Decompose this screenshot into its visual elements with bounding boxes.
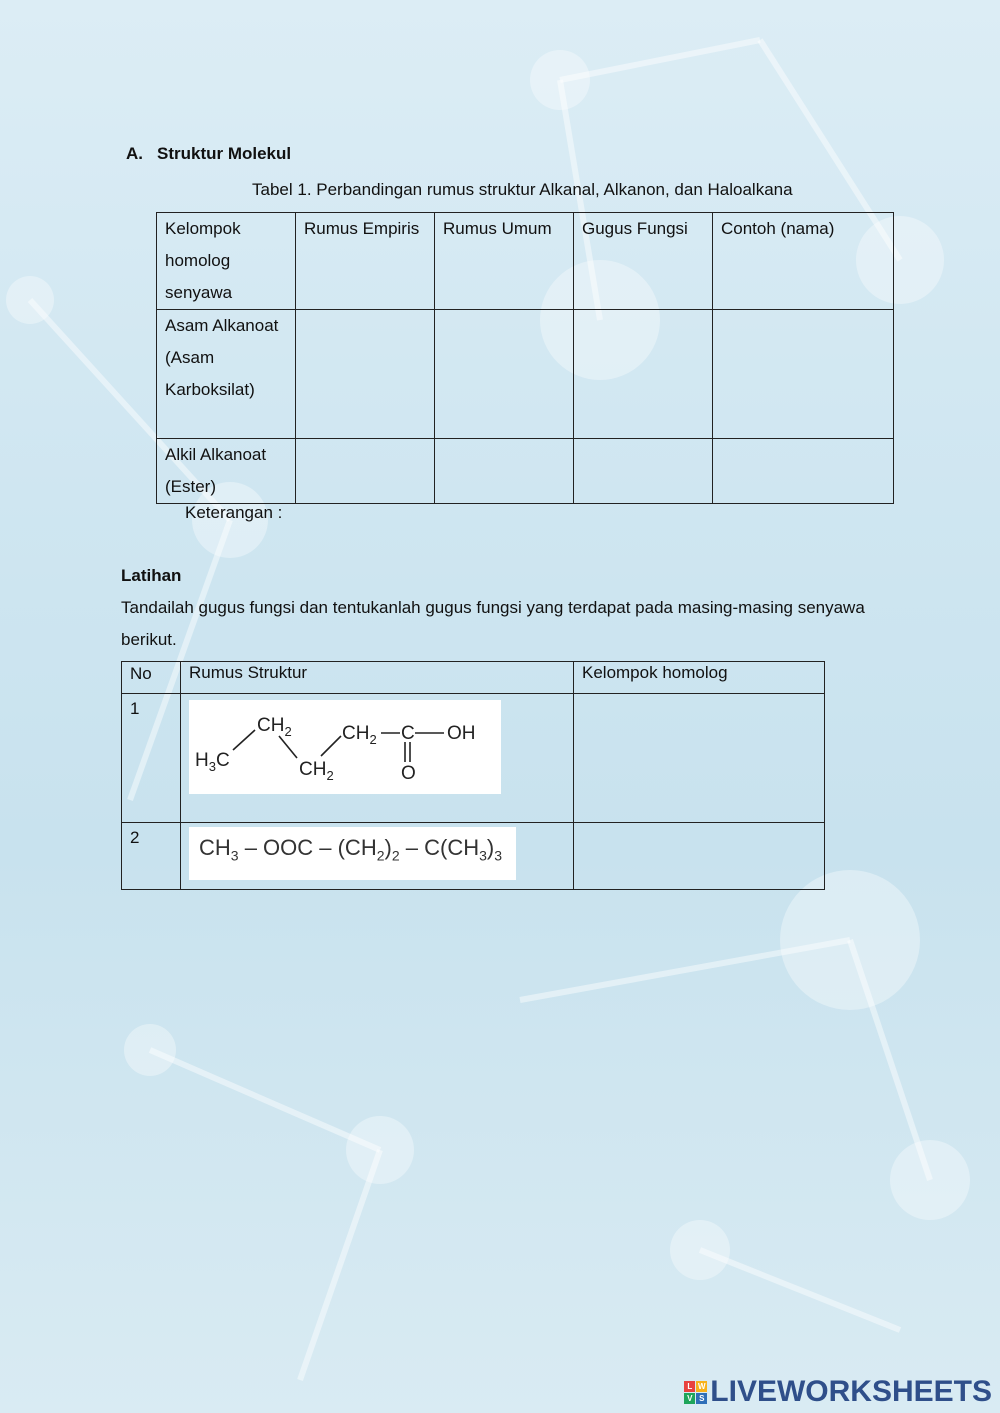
- logo-text: LIVEWORKSHEETS: [710, 1375, 992, 1408]
- header-rumus-umum: Rumus Umum: [435, 213, 574, 310]
- answer-cell[interactable]: [435, 310, 574, 439]
- header-kelompok-homolog: Kelompok homolog: [574, 662, 825, 694]
- structure-cell: [181, 823, 574, 890]
- header-rumus-empiris: Rumus Empiris: [296, 213, 435, 310]
- note-label: Keterangan :: [185, 503, 283, 522]
- structure-formula-1: [189, 700, 501, 794]
- section-title: Struktur Molekul: [157, 144, 292, 163]
- row-number: 1: [122, 694, 181, 823]
- row-name-ester: Alkil Alkanoat (Ester): [157, 439, 296, 504]
- header-contoh: Contoh (nama): [713, 213, 894, 310]
- answer-cell[interactable]: [296, 310, 435, 439]
- table-row: [157, 310, 894, 439]
- header-gugus-fungsi: Gugus Fungsi: [574, 213, 713, 310]
- header-no: No: [122, 662, 181, 694]
- row-name-asam-alkanoat: Asam Alkanoat (Asam Karboksilat): [157, 310, 296, 439]
- answer-cell[interactable]: [574, 310, 713, 439]
- logo-mark-cell: L: [684, 1381, 695, 1392]
- section-heading: [126, 138, 291, 170]
- svg-text:CH2: $CH_2$: [257, 715, 292, 739]
- table-caption: Tabel 1. Perbandingan rumus struktur Alkanal, Alkanon, dan Haloalkana: [252, 180, 793, 199]
- header-kelompok: Kelompok homolog senyawa: [157, 213, 296, 310]
- svg-text:O: O: [401, 763, 416, 784]
- answer-cell[interactable]: [713, 310, 894, 439]
- answer-cell[interactable]: [713, 439, 894, 504]
- answer-cell[interactable]: [574, 823, 825, 890]
- answer-cell[interactable]: [435, 439, 574, 504]
- logo-mark-cell: S: [696, 1393, 707, 1404]
- table-header-row: [122, 662, 825, 694]
- svg-text:CH2: $CH_2$: [299, 759, 334, 783]
- structure-formula-2: $CH_3$ – OOC – $(CH_2)_2 - C(CH_3)_3$: [189, 827, 516, 880]
- answer-cell[interactable]: [574, 439, 713, 504]
- structure-cell: [181, 694, 574, 823]
- exercise-table: [121, 661, 825, 890]
- exercise-instruction: Tandailah gugus fungsi dan tentukanlah gugus fungsi yang terdapat pada masing-masing senyawa berikut.: [121, 598, 865, 649]
- logo-mark-cell: V: [684, 1393, 695, 1404]
- table-header-row: [157, 213, 894, 310]
- comparison-table: [156, 212, 894, 504]
- answer-cell[interactable]: [296, 439, 435, 504]
- exercise-title: Latihan: [121, 566, 182, 585]
- table-row: [122, 823, 825, 890]
- liveworksheets-logo: [684, 1375, 992, 1409]
- answer-cell[interactable]: [574, 694, 825, 823]
- svg-text:H3C: $H_3C$: [195, 750, 230, 774]
- table-row: [122, 694, 825, 823]
- svg-text:C: C: [401, 723, 415, 744]
- svg-text:CH2: $CH_2$: [342, 723, 377, 747]
- row-number: 2: [122, 823, 181, 890]
- section-letter: A.: [126, 144, 143, 163]
- header-rumus-struktur: Rumus Struktur: [181, 662, 574, 694]
- logo-mark-cell: W: [698, 1381, 706, 1391]
- table-row: [157, 439, 894, 504]
- logo-mark-icon: [684, 1381, 707, 1404]
- svg-text:OH: OH: [447, 723, 476, 744]
